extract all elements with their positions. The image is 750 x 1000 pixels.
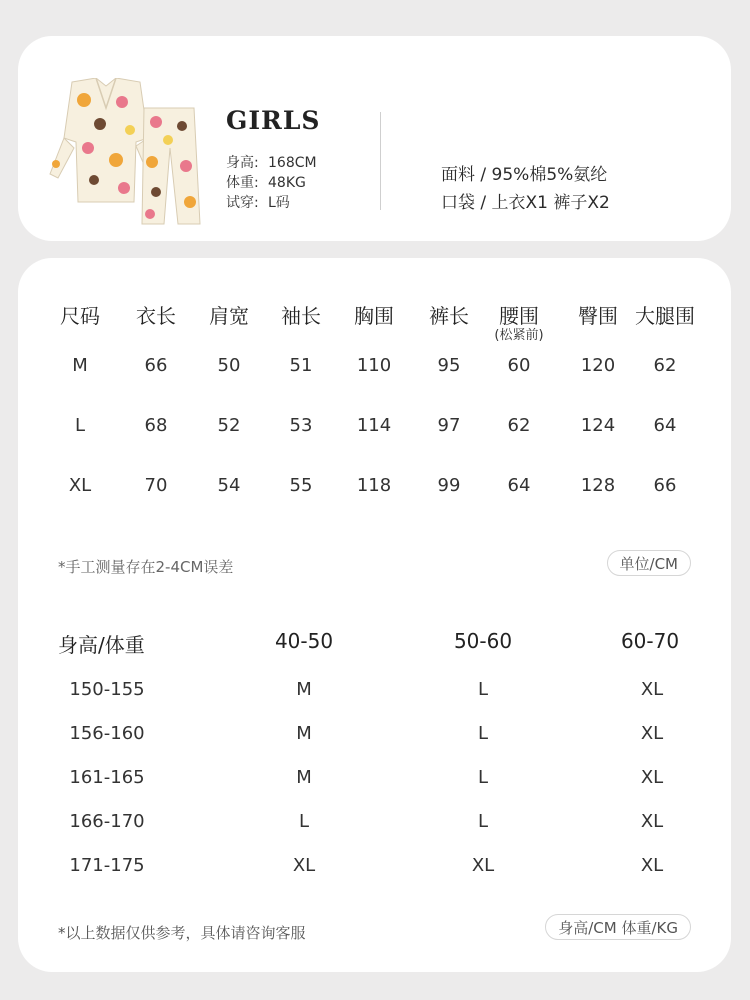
size-row-xl-length: 70 [144,475,168,496]
fabric-pockets: 口袋 / 上衣X1 裤子X2 [441,193,610,213]
rec-row-2-height: 156-160 [69,723,145,744]
rec-row-1-height: 150-155 [69,679,145,700]
rec-row-2-40-50: M [296,723,312,744]
rec-header-40-50: 40-50 [274,629,334,653]
model-height [226,152,317,172]
rec-row-3-60-70: XL [640,767,664,788]
header-hip: 臀围 [578,304,618,328]
rec-row-5-50-60: XL [471,855,495,876]
header-shoulder: 肩宽 [209,304,249,328]
rec-row-5-60-70: XL [640,855,664,876]
weight-value: 48KG [268,175,306,191]
size-row-m-pants: 95 [437,355,461,376]
rec-row-4-50-60: L [477,811,489,832]
try-value: L码 [268,195,290,211]
size-row-l-length: 68 [144,415,168,436]
fabric-material: 面料 / 95%棉5%氨纶 [441,165,608,185]
rec-header-height-weight: 身高/体重 [58,633,145,657]
size-row-m-chest: 110 [356,355,392,376]
size-row-m-length: 66 [144,355,168,376]
size-row-xl-chest: 118 [356,475,392,496]
size-row-xl-waist: 64 [507,475,531,496]
rec-row-5-40-50: XL [292,855,316,876]
rec-header-60-70: 60-70 [620,629,680,653]
size-row-xl-shoulder: 54 [217,475,241,496]
header-sleeve: 袖长 [281,304,321,328]
model-try-size [226,192,290,212]
rec-row-1-50-60: L [477,679,489,700]
unit-badge-height-weight: 身高/CM 体重/KG [545,914,691,940]
model-weight [226,172,306,192]
size-row-l-waist: 62 [507,415,531,436]
height-label: 身高: [226,155,259,171]
rec-row-4-60-70: XL [640,811,664,832]
rec-row-1-60-70: XL [640,679,664,700]
size-row-xl-sleeve: 55 [289,475,313,496]
size-row-m-shoulder: 50 [217,355,241,376]
size-row-xl-size: XL [68,475,92,496]
rec-row-2-60-70: XL [640,723,664,744]
rec-row-4-40-50: L [298,811,310,832]
pajama-product-image [44,78,204,228]
rec-row-5-height: 171-175 [69,855,145,876]
brand-title: GIRLS [226,106,321,135]
size-row-m-thigh: 62 [653,355,677,376]
size-chart-card [18,258,731,972]
size-row-xl-thigh: 66 [653,475,677,496]
vertical-divider [380,112,381,210]
header-size: 尺码 [60,304,100,328]
rec-header-50-60: 50-60 [453,629,513,653]
size-row-l-thigh: 64 [653,415,677,436]
size-row-l-size: L [74,415,86,436]
header-waist-note: (松紧前) [494,328,544,343]
size-row-xl-hip: 128 [580,475,616,496]
header-thigh: 大腿围 [635,304,695,328]
weight-label: 体重: [226,175,259,191]
size-row-xl-pants: 99 [437,475,461,496]
size-row-m-sleeve: 51 [289,355,313,376]
rec-row-3-50-60: L [477,767,489,788]
try-label: 试穿: [226,195,259,211]
header-pants: 裤长 [429,304,469,328]
size-row-m-hip: 120 [580,355,616,376]
rec-row-1-40-50: M [296,679,312,700]
rec-row-3-height: 161-165 [69,767,145,788]
height-value: 168CM [268,155,317,171]
unit-badge: 单位/CM [607,550,691,576]
size-row-m-size: M [72,355,88,376]
header-length: 衣长 [136,304,176,328]
rec-row-3-40-50: M [296,767,312,788]
model-info-card [18,36,731,241]
size-row-l-hip: 124 [580,415,616,436]
header-waist: 腰围 [499,304,539,328]
rec-row-4-height: 166-170 [69,811,145,832]
size-row-l-sleeve: 53 [289,415,313,436]
size-row-l-shoulder: 52 [217,415,241,436]
size-row-m-waist: 60 [507,355,531,376]
size-row-l-chest: 114 [356,415,392,436]
reference-note: *以上数据仅供参考，具体请咨询客服 [58,924,306,942]
header-chest: 胸围 [354,304,394,328]
size-row-l-pants: 97 [437,415,461,436]
rec-row-2-50-60: L [477,723,489,744]
measurement-note: *手工测量存在2-4CM误差 [58,558,234,576]
